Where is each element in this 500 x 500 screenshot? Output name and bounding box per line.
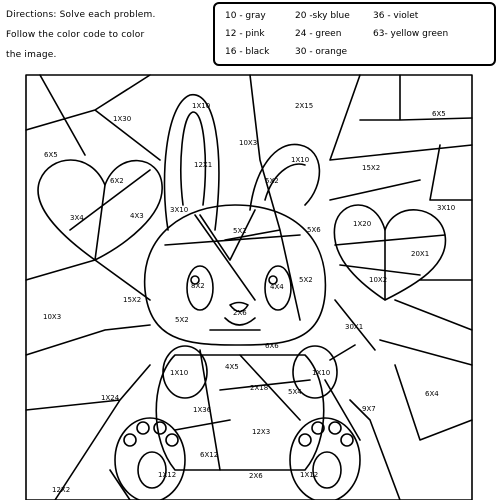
problem-label: 2X15 — [295, 102, 314, 110]
color-key-item: 30 - orange — [295, 47, 348, 57]
problem-label: 6X6 — [265, 342, 279, 350]
problem-label: 10X3 — [43, 313, 62, 321]
directions-line: Follow the color code to color — [6, 30, 145, 40]
problem-label: 12X3 — [252, 428, 271, 436]
problem-label: 5X4 — [288, 388, 302, 396]
problem-label: 4X3 — [130, 212, 144, 220]
right-ear — [250, 144, 319, 210]
color-key-item: 24 - green — [295, 29, 342, 39]
problem-label: 1X20 — [353, 220, 372, 228]
problem-label: 1X12 — [300, 471, 319, 479]
problem-label: 20X1 — [411, 250, 430, 258]
problem-label: 9X7 — [362, 405, 376, 413]
problem-label: 12X2 — [52, 486, 71, 494]
color-key-item: 16 - black — [225, 47, 270, 57]
problem-label: 6X12 — [200, 451, 219, 459]
problem-label: 5X2 — [299, 276, 313, 284]
directions-line: the image. — [6, 50, 57, 60]
problem-label: 8X2 — [191, 282, 205, 290]
color-key-item: 10 - gray — [225, 11, 266, 21]
problem-label: 1X10 — [192, 102, 211, 110]
problem-label: 1X10 — [170, 369, 189, 377]
problem-label: 2X6 — [249, 472, 263, 480]
problem-label: 1X10 — [291, 156, 310, 164]
problem-label: 12X1 — [194, 161, 213, 169]
problem-label: 3X10 — [170, 206, 189, 214]
problem-label: 1X30 — [113, 115, 132, 123]
problem-label: 6X5 — [432, 110, 446, 118]
problem-label: 5X2 — [233, 227, 247, 235]
color-key-item: 12 - pink — [225, 29, 265, 39]
color-key-item: 20 -sky blue — [295, 11, 350, 21]
problem-label: 4X4 — [270, 283, 284, 291]
problem-label: 3X4 — [70, 214, 84, 222]
problem-label: 6X2 — [110, 177, 124, 185]
problem-label: 5X2 — [265, 177, 279, 185]
problem-label: 5X2 — [175, 316, 189, 324]
problem-label: 3X10 — [437, 204, 456, 212]
problem-label: 10X3 — [239, 139, 258, 147]
problem-label: 15X2 — [362, 164, 381, 172]
problem-label: 2X6 — [233, 309, 247, 317]
problem-label: 6X4 — [425, 390, 439, 398]
problem-label: 5X6 — [307, 226, 321, 234]
problem-label: 6X5 — [44, 151, 58, 159]
problem-label: 30X1 — [345, 323, 364, 331]
problem-label: 1X24 — [101, 394, 120, 402]
color-key-item: 36 - violet — [373, 11, 419, 21]
problem-label: 1X12 — [158, 471, 177, 479]
problem-label: 10X2 — [369, 276, 388, 284]
problem-label: 4X5 — [225, 363, 239, 371]
problem-label: 2X18 — [250, 384, 269, 392]
directions-line: Directions: Solve each problem. — [6, 10, 156, 20]
problem-label: 1X10 — [312, 369, 331, 377]
color-key-item: 63- yellow green — [373, 29, 449, 39]
problem-label: 1X36 — [193, 406, 212, 414]
problem-label: 15X2 — [123, 296, 142, 304]
